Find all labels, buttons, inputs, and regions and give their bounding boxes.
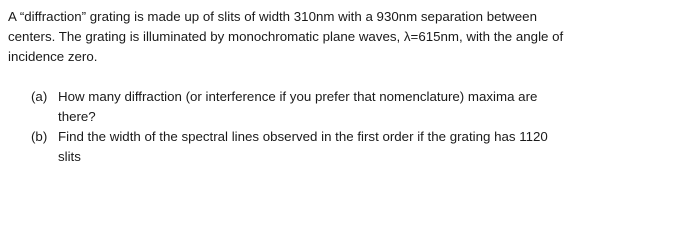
problem-line: incidence zero.: [8, 49, 98, 64]
question-marker: (b): [31, 129, 48, 144]
problem-line: centers. The grating is illuminated by monochromatic plane waves, λ=615nm, with the angle of: [8, 29, 564, 44]
question-a: [0, 87, 675, 127]
question-b: [0, 127, 675, 167]
question-line: Find the width of the spectral lines observed in the first order if the grating has 1120: [58, 129, 548, 144]
question-list: [0, 87, 675, 167]
question-line: slits: [58, 149, 81, 164]
question-marker: (a): [31, 89, 48, 104]
problem-statement: [8, 7, 663, 67]
question-line: How many diffraction (or interference if you prefer that nomenclature) maxima are: [58, 89, 538, 104]
problem-line: A “diffraction” grating is made up of slits of width 310nm with a 930nm separation between: [8, 9, 537, 24]
question-line: there?: [58, 109, 96, 124]
